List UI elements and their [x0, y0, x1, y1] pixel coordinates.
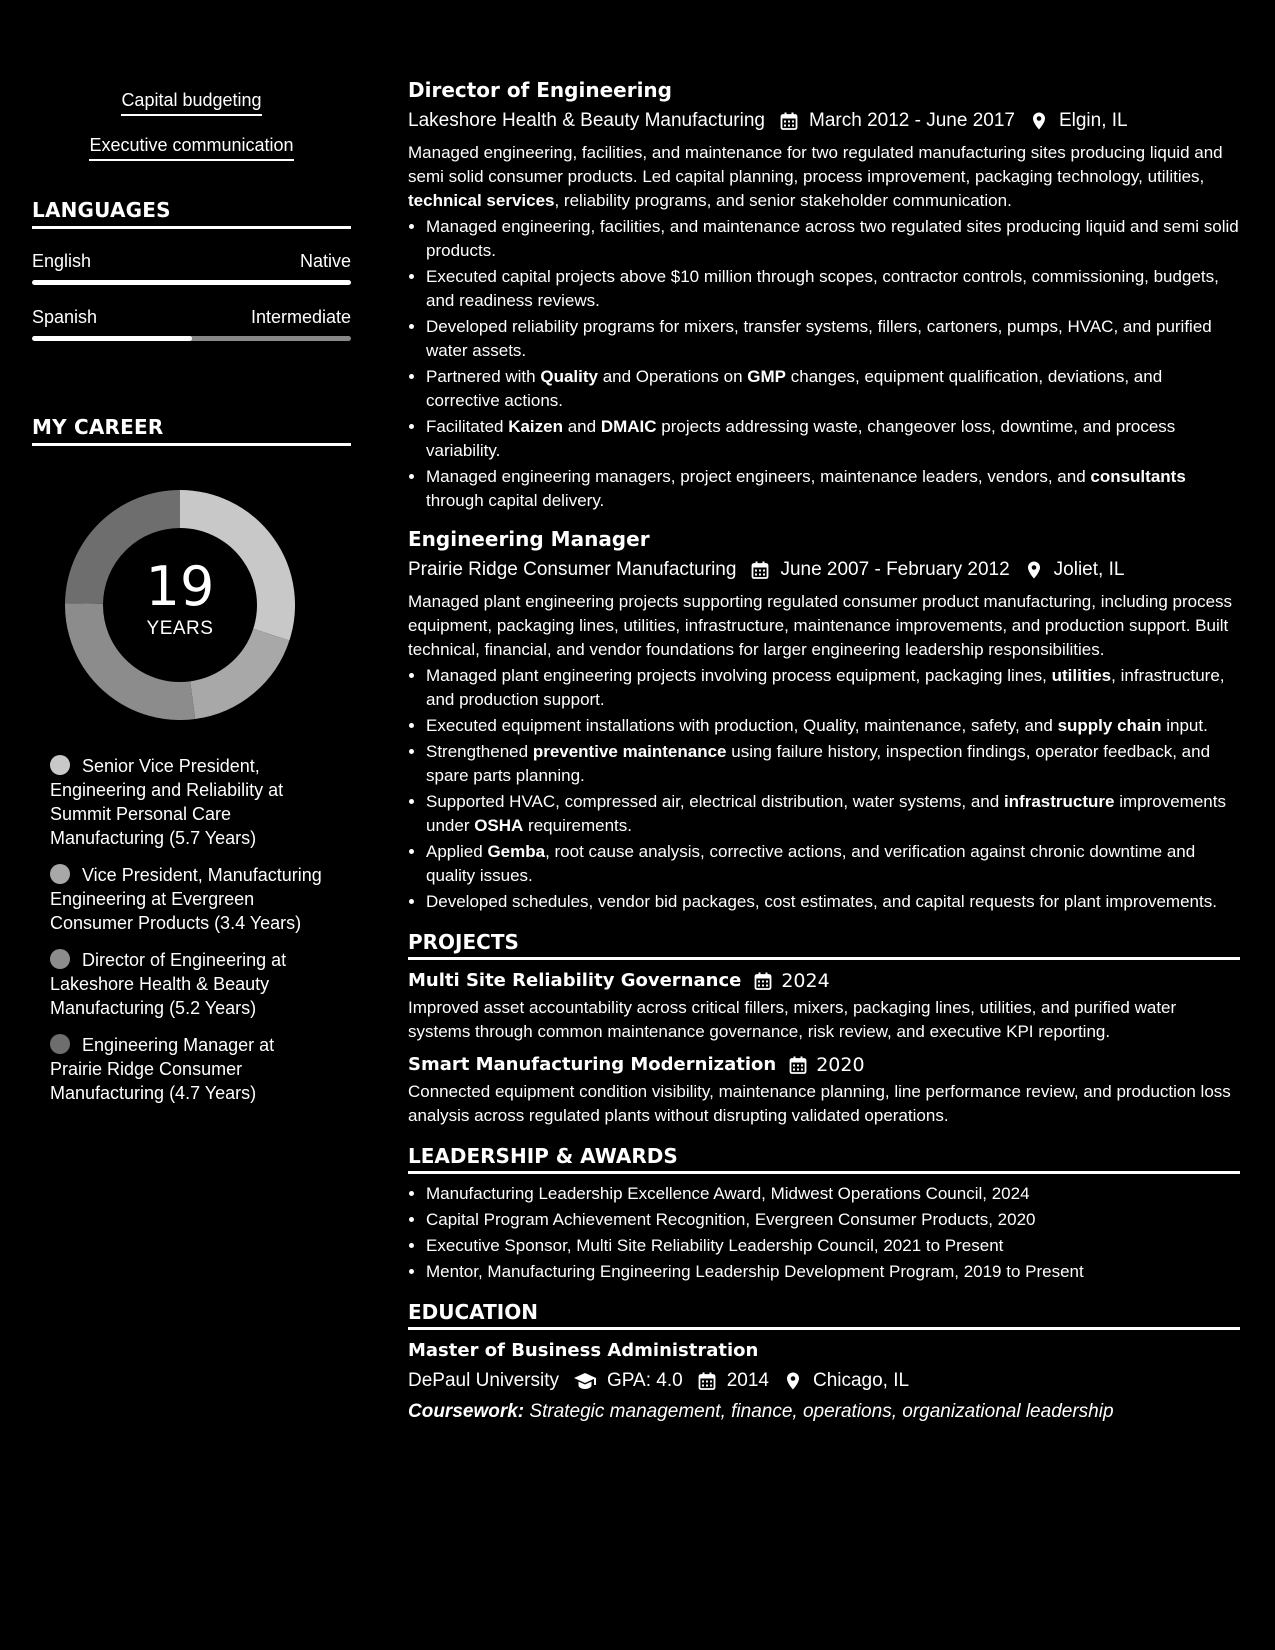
awards-heading: LEADERSHIP & AWARDS [408, 1144, 1240, 1174]
coursework-label: Coursework: [408, 1401, 525, 1422]
calendar-icon [750, 560, 770, 580]
language-name: English [32, 251, 92, 271]
sidebar [32, 0, 351, 1118]
coursework [408, 1398, 1240, 1426]
project-item [408, 1052, 1240, 1128]
calendar-icon [697, 1371, 717, 1391]
language-name: Spanish [32, 307, 98, 327]
bullet-item: • Executed equipment installations with production, Quality, maintenance, safety, and supply chain input. [426, 714, 1240, 738]
languages-section [32, 198, 351, 341]
job-title: Director of Engineering [408, 78, 672, 102]
bullet-item: • Managed plant engineering projects involving process equipment, packaging lines, utilities, infrastructure, and production support. [426, 664, 1240, 712]
projects-heading: PROJECTS [408, 930, 1240, 960]
company-name: Lakeshore Health & Beauty Manufacturing [408, 110, 765, 131]
calendar-icon [788, 1055, 808, 1075]
legend-dot [50, 949, 70, 969]
graduation-year: 2014 [726, 1370, 769, 1391]
main-content [408, 76, 1240, 1426]
award-item: • Manufacturing Leadership Excellence Award, Midwest Operations Council, 2024 [426, 1182, 1240, 1206]
award-item: • Mentor, Manufacturing Engineering Leadership Development Program, 2019 to Present [426, 1260, 1240, 1284]
job-bullets [408, 215, 1240, 513]
project-year: 2024 [781, 970, 830, 992]
job-location: Joliet, IL [1053, 559, 1125, 580]
donut-segment [193, 635, 272, 700]
project-title: Smart Manufacturing Modernization [408, 1054, 777, 1075]
project-description: Connected equipment condition visibility, maintenance planning, line performance review, and production loss analysis across regulated plants without disrupting validated operations. [408, 1082, 1231, 1125]
job-summary: Managed plant engineering projects supporting regulated consumer product manufacturing, including process equipment, packaging lines, utilities, infrastructure, maintenance improvements, and production support. Built technical, financial, and vendor foundations for larger engineering leadership responsibilities. [408, 592, 1233, 659]
job-dates: March 2012 - June 2017 [809, 110, 1015, 131]
job-location: Elgin, IL [1058, 110, 1128, 131]
career-legend-item: Engineering Manager at Prairie Ridge Consumer Manufacturing (4.7 Years) [50, 1035, 275, 1103]
coursework-text: Strategic management, finance, operations, organizational leadership [529, 1401, 1114, 1422]
skill-item: Executive communication [89, 133, 293, 161]
career-total-years: 19 [145, 555, 215, 618]
degree-title: Master of Business Administration [408, 1340, 759, 1361]
graduation-cap-icon [573, 1371, 597, 1391]
language-level: Native [299, 251, 351, 271]
map-pin-icon [1024, 560, 1044, 580]
job-meta [408, 107, 1240, 135]
project-title: Multi Site Reliability Governance [408, 970, 742, 991]
legend-dot [50, 755, 70, 775]
calendar-icon [779, 111, 799, 131]
languages-heading: LANGUAGES [32, 198, 351, 229]
project-item [408, 968, 1240, 1044]
language-item [32, 307, 351, 341]
bullet-item: • Executed capital projects above $10 million through scopes, contractor controls, commissioning, budgets, and readiness reviews. [426, 265, 1240, 313]
bullet-item: • Managed engineering, facilities, and maintenance across two regulated sites producing liquid and semi solid products. [426, 215, 1240, 263]
map-pin-icon [1029, 111, 1049, 131]
project-description: Improved asset accountability across critical fillers, mixers, packaging lines, utilities, and purified water systems through common maintenance governance, risk review, and executive KPI reporting. [408, 998, 1177, 1041]
career-heading: MY CAREER [32, 415, 351, 446]
career-section [32, 415, 351, 1105]
language-proficiency-bar [32, 336, 351, 341]
legend-dot [50, 864, 70, 884]
award-item: • Capital Program Achievement Recognition, Evergreen Consumer Products, 2020 [426, 1208, 1240, 1232]
job-bullets [408, 664, 1240, 914]
bullet-item: • Partnered with Quality and Operations on GMP changes, equipment qualification, deviations, and corrective actions. [426, 365, 1240, 413]
awards-section [408, 1144, 1240, 1284]
education-meta [408, 1367, 1240, 1395]
calendar-icon [753, 971, 773, 991]
award-item: • Executive Sponsor, Multi Site Reliability Leadership Council, 2021 to Present [426, 1234, 1240, 1258]
bullet-item: • Supported HVAC, compressed air, electrical distribution, water systems, and infrastructure improvements under OSHA requirements. [426, 790, 1240, 838]
bullet-item: • Managed engineering managers, project engineers, maintenance leaders, vendors, and consultants through capital delivery. [426, 465, 1240, 513]
job-meta [408, 556, 1240, 584]
job-summary: Managed engineering, facilities, and maintenance for two regulated manufacturing sites producing liquid and semi solid consumer products. Led capital planning, process improvement, packaging technology, utilities, technical services, reliability programs, and senior stakeholder communication. [408, 143, 1223, 210]
bullet-item: • Applied Gemba, root cause analysis, corrective actions, and verification against chronic downtime and quality issues. [426, 840, 1240, 888]
education-section [408, 1300, 1240, 1426]
gpa: GPA: 4.0 [607, 1370, 683, 1391]
career-years-label: YEARS [146, 618, 214, 639]
bullet-item: • Developed reliability programs for mixers, transfer systems, fillers, cartoners, pumps, HVAC, and purified water assets. [426, 315, 1240, 363]
career-legend-item: Vice President, Manufacturing Engineering at Evergreen Consumer Products (3.4 Years) [50, 865, 322, 933]
project-year: 2020 [816, 1054, 865, 1076]
career-legend [32, 754, 351, 1105]
experience-item [408, 525, 1240, 914]
career-donut-chart [65, 490, 295, 720]
career-legend-item: Senior Vice President, Engineering and Reliability at Summit Personal Care Manufacturing (5.7 Years) [50, 756, 284, 848]
career-legend-item: Director of Engineering at Lakeshore Health & Beauty Manufacturing (5.2 Years) [50, 950, 287, 1018]
bullet-item: • Strengthened preventive maintenance using failure history, inspection findings, operator feedback, and spare parts planning. [426, 740, 1240, 788]
job-dates: June 2007 - February 2012 [780, 559, 1010, 580]
language-proficiency-bar [32, 280, 351, 285]
map-pin-icon [783, 1371, 803, 1391]
bullet-item: • Developed schedules, vendor bid packages, cost estimates, and capital requests for plant improvements. [426, 890, 1240, 914]
job-title: Engineering Manager [408, 527, 650, 551]
language-level: Intermediate [250, 307, 351, 327]
bullet-item: • Facilitated Kaizen and DMAIC projects addressing waste, changeover loss, downtime, and process variability. [426, 415, 1240, 463]
skills-list [32, 88, 351, 178]
skill-item: Capital budgeting [121, 88, 261, 116]
education-location: Chicago, IL [812, 1370, 910, 1391]
experience-item [408, 76, 1240, 513]
legend-dot [50, 1034, 70, 1054]
school-name: DePaul University [408, 1370, 559, 1391]
language-item [32, 251, 351, 285]
projects-section [408, 930, 1240, 1128]
company-name: Prairie Ridge Consumer Manufacturing [408, 559, 737, 580]
education-heading: EDUCATION [408, 1300, 1240, 1330]
awards-list [408, 1182, 1240, 1284]
